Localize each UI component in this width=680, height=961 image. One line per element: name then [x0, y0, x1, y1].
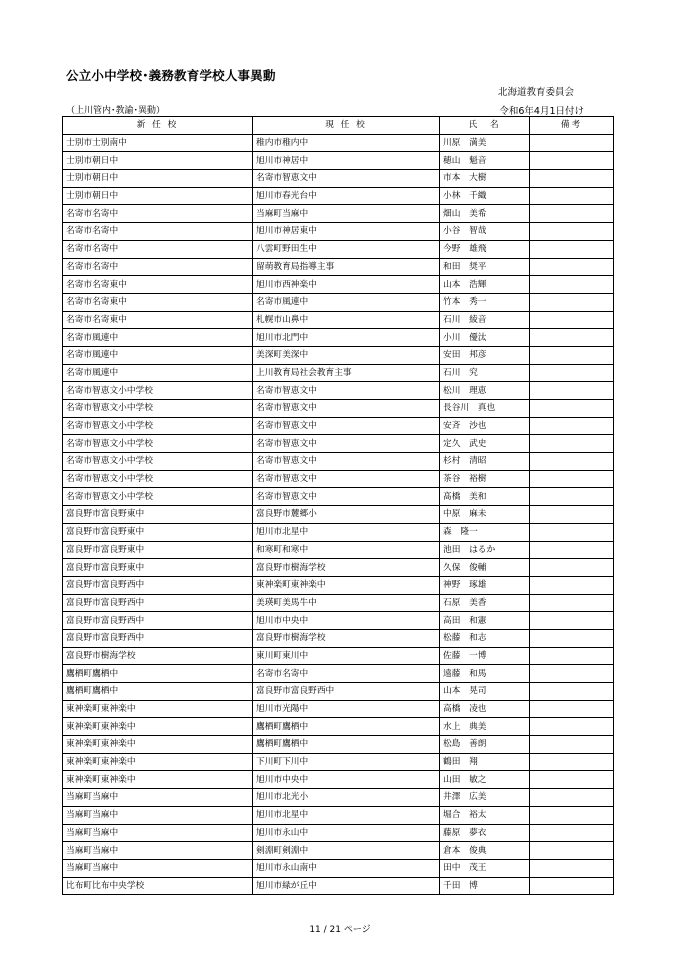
remarks-cell — [530, 364, 614, 382]
name-cell: 松島 善朗 — [440, 736, 530, 754]
new-school-cell: 名寄市名寄東中 — [63, 276, 253, 294]
issuer-name: 北海道教育委員会 — [497, 87, 574, 98]
current-school-cell: 札幌市山鼻中 — [253, 311, 440, 329]
table-row — [63, 453, 614, 471]
table-row — [63, 559, 614, 577]
new-school-cell: 富良野市樹海学校 — [63, 647, 253, 665]
header-current-school: 現 任 校 — [253, 117, 440, 135]
new-school-cell: 鷹栖町鷹栖中 — [63, 683, 253, 701]
name-cell: 水上 典美 — [440, 718, 530, 736]
current-school-cell: 名寄市智恵文中 — [253, 470, 440, 488]
remarks-cell — [530, 329, 614, 347]
name-cell: 松藤 和志 — [440, 629, 530, 647]
name-cell: 小林 千織 — [440, 187, 530, 205]
current-school-cell: 名寄市智恵文中 — [253, 488, 440, 506]
table-row — [63, 170, 614, 188]
new-school-cell: 名寄市智恵文小中学校 — [63, 400, 253, 418]
new-school-cell: 士別市朝日中 — [63, 152, 253, 170]
current-school-cell: 東神楽町東神楽中 — [253, 576, 440, 594]
name-cell: 中原 麻未 — [440, 506, 530, 524]
current-school-cell: 稚内市稚内中 — [253, 134, 440, 152]
name-cell: 安田 邦彦 — [440, 346, 530, 364]
remarks-cell — [530, 541, 614, 559]
table-row — [63, 329, 614, 347]
current-school-cell: 旭川市中央中 — [253, 612, 440, 630]
new-school-cell: 富良野市富良野東中 — [63, 541, 253, 559]
remarks-cell — [530, 293, 614, 311]
current-school-cell: 名寄市智恵文中 — [253, 382, 440, 400]
new-school-cell: 名寄市智恵文小中学校 — [63, 417, 253, 435]
table-row — [63, 789, 614, 807]
current-school-cell: 富良野市樹海学校 — [253, 559, 440, 577]
current-school-cell: 上川教育局社会教育主事 — [253, 364, 440, 382]
remarks-cell — [530, 576, 614, 594]
current-school-cell: 旭川市永山中 — [253, 824, 440, 842]
remarks-cell — [530, 346, 614, 364]
remarks-cell — [530, 647, 614, 665]
remarks-cell — [530, 187, 614, 205]
new-school-cell: 富良野市富良野東中 — [63, 506, 253, 524]
header-new-school: 新 任 校 — [63, 117, 253, 135]
table-row — [63, 506, 614, 524]
remarks-cell — [530, 718, 614, 736]
table-row — [63, 629, 614, 647]
table-row — [63, 665, 614, 683]
new-school-cell: 富良野市富良野東中 — [63, 559, 253, 577]
current-school-cell: 剣淵町剣淵中 — [253, 842, 440, 860]
table-row — [63, 187, 614, 205]
name-cell: 石原 美香 — [440, 594, 530, 612]
remarks-cell — [530, 240, 614, 258]
table-row — [63, 753, 614, 771]
table-row — [63, 364, 614, 382]
name-cell: 山本 浩輝 — [440, 276, 530, 294]
remarks-cell — [530, 806, 614, 824]
new-school-cell: 当麻町当麻中 — [63, 842, 253, 860]
new-school-cell: 富良野市富良野西中 — [63, 576, 253, 594]
current-school-cell: 名寄市風連中 — [253, 293, 440, 311]
new-school-cell: 名寄市智恵文小中学校 — [63, 435, 253, 453]
new-school-cell: 当麻町当麻中 — [63, 859, 253, 877]
name-cell: 石川 綾音 — [440, 311, 530, 329]
new-school-cell: 富良野市富良野東中 — [63, 523, 253, 541]
table-row — [63, 824, 614, 842]
name-cell: 畑山 美希 — [440, 205, 530, 223]
table-row — [63, 806, 614, 824]
remarks-cell — [530, 170, 614, 188]
remarks-cell — [530, 612, 614, 630]
table-row — [63, 594, 614, 612]
name-cell: 石川 究 — [440, 364, 530, 382]
new-school-cell: 士別市朝日中 — [63, 170, 253, 188]
remarks-cell — [530, 842, 614, 860]
remarks-cell — [530, 700, 614, 718]
name-cell: 田中 茂王 — [440, 859, 530, 877]
new-school-cell: 名寄市智恵文小中学校 — [63, 470, 253, 488]
table-row — [63, 576, 614, 594]
remarks-cell — [530, 523, 614, 541]
current-school-cell: 旭川市春光台中 — [253, 187, 440, 205]
new-school-cell: 名寄市名寄中 — [63, 258, 253, 276]
remarks-cell — [530, 559, 614, 577]
current-school-cell: 八雲町野田生中 — [253, 240, 440, 258]
remarks-cell — [530, 311, 614, 329]
name-cell: 井澤 広美 — [440, 789, 530, 807]
remarks-cell — [530, 594, 614, 612]
name-cell: 池田 はるか — [440, 541, 530, 559]
remarks-cell — [530, 417, 614, 435]
table-row — [63, 470, 614, 488]
table-row — [63, 736, 614, 754]
remarks-cell — [530, 506, 614, 524]
table-row — [63, 205, 614, 223]
table-row — [63, 541, 614, 559]
name-cell: 神野 琢雄 — [440, 576, 530, 594]
name-cell: 茶谷 裕樹 — [440, 470, 530, 488]
current-school-cell: 留萌教育局指導主事 — [253, 258, 440, 276]
name-cell: 小谷 智哉 — [440, 223, 530, 241]
table-row — [63, 134, 614, 152]
new-school-cell: 名寄市名寄中 — [63, 223, 253, 241]
current-school-cell: 名寄市智恵文中 — [253, 435, 440, 453]
current-school-cell: 旭川市神居中 — [253, 152, 440, 170]
new-school-cell: 当麻町当麻中 — [63, 789, 253, 807]
current-school-cell: 名寄市智恵文中 — [253, 400, 440, 418]
name-cell: 杉村 清昭 — [440, 453, 530, 471]
new-school-cell: 名寄市名寄東中 — [63, 293, 253, 311]
name-cell: 千田 博 — [440, 877, 530, 895]
new-school-cell: 名寄市名寄中 — [63, 240, 253, 258]
current-school-cell: 旭川市北門中 — [253, 329, 440, 347]
name-cell: 山本 晃司 — [440, 683, 530, 701]
table-row — [63, 523, 614, 541]
current-school-cell: 旭川市神居東中 — [253, 223, 440, 241]
table-row — [63, 435, 614, 453]
current-school-cell: 鷹栖町鷹栖中 — [253, 718, 440, 736]
remarks-cell — [530, 736, 614, 754]
page-number: 11 / 21 ページ — [309, 925, 371, 935]
current-school-cell: 当麻町当麻中 — [253, 205, 440, 223]
remarks-cell — [530, 859, 614, 877]
new-school-cell: 東神楽町東神楽中 — [63, 736, 253, 754]
name-cell: 遠藤 和馬 — [440, 665, 530, 683]
table-row — [63, 859, 614, 877]
new-school-cell: 富良野市富良野西中 — [63, 629, 253, 647]
new-school-cell: 名寄市風連中 — [63, 364, 253, 382]
current-school-cell: 富良野市富良野西中 — [253, 683, 440, 701]
new-school-cell: 当麻町当麻中 — [63, 824, 253, 842]
current-school-cell: 名寄市智恵文中 — [253, 417, 440, 435]
name-cell: 倉本 俊典 — [440, 842, 530, 860]
name-cell: 松川 理恵 — [440, 382, 530, 400]
remarks-cell — [530, 205, 614, 223]
name-cell: 定久 武史 — [440, 435, 530, 453]
table-row — [63, 683, 614, 701]
new-school-cell: 東神楽町東神楽中 — [63, 753, 253, 771]
table-body — [63, 134, 614, 895]
name-cell: 川原 満美 — [440, 134, 530, 152]
name-cell: 高橋 凌也 — [440, 700, 530, 718]
name-cell: 竹本 秀一 — [440, 293, 530, 311]
current-school-cell: 東川町東川中 — [253, 647, 440, 665]
new-school-cell: 名寄市名寄東中 — [63, 311, 253, 329]
table-row — [63, 488, 614, 506]
remarks-cell — [530, 470, 614, 488]
current-school-cell: 美深町美深中 — [253, 346, 440, 364]
table-row — [63, 311, 614, 329]
current-school-cell: 鷹栖町鷹栖中 — [253, 736, 440, 754]
table-row — [63, 293, 614, 311]
current-school-cell: 旭川市北光小 — [253, 789, 440, 807]
new-school-cell: 名寄市智恵文小中学校 — [63, 488, 253, 506]
current-school-cell: 旭川市北星中 — [253, 806, 440, 824]
new-school-cell: 士別市士別南中 — [63, 134, 253, 152]
current-school-cell: 旭川市光陽中 — [253, 700, 440, 718]
name-cell: 穂山 魁音 — [440, 152, 530, 170]
new-school-cell: 比布町比布中央学校 — [63, 877, 253, 895]
table-row — [63, 382, 614, 400]
current-school-cell: 下川町下川中 — [253, 753, 440, 771]
remarks-cell — [530, 665, 614, 683]
table-row — [63, 877, 614, 895]
name-cell: 市本 大樹 — [440, 170, 530, 188]
table-row — [63, 647, 614, 665]
table-row — [63, 400, 614, 418]
new-school-cell: 士別市朝日中 — [63, 187, 253, 205]
new-school-cell: 名寄市智恵文小中学校 — [63, 382, 253, 400]
name-cell: 佐藤 一博 — [440, 647, 530, 665]
current-school-cell: 名寄市名寄中 — [253, 665, 440, 683]
current-school-cell: 富良野市麓郷小 — [253, 506, 440, 524]
current-school-cell: 旭川市西神楽中 — [253, 276, 440, 294]
effective-date: 令和6年4月1日付け — [499, 106, 584, 117]
table-row — [63, 152, 614, 170]
table-row — [63, 417, 614, 435]
name-cell: 藤原 夢衣 — [440, 824, 530, 842]
remarks-cell — [530, 435, 614, 453]
new-school-cell: 東神楽町東神楽中 — [63, 771, 253, 789]
current-school-cell: 旭川市永山南中 — [253, 859, 440, 877]
table-row — [63, 718, 614, 736]
new-school-cell: 富良野市富良野西中 — [63, 594, 253, 612]
name-cell: 長谷川 真也 — [440, 400, 530, 418]
scope-label: （上川管内･教諭･異動） — [66, 106, 166, 116]
remarks-cell — [530, 400, 614, 418]
current-school-cell: 名寄市智恵文中 — [253, 453, 440, 471]
personnel-table — [62, 116, 614, 895]
name-cell: 山田 敏之 — [440, 771, 530, 789]
current-school-cell: 旭川市中央中 — [253, 771, 440, 789]
table-row — [63, 258, 614, 276]
name-cell: 今野 雄飛 — [440, 240, 530, 258]
current-school-cell: 名寄市智恵文中 — [253, 170, 440, 188]
remarks-cell — [530, 453, 614, 471]
remarks-cell — [530, 258, 614, 276]
new-school-cell: 東神楽町東神楽中 — [63, 700, 253, 718]
name-cell: 小川 優汰 — [440, 329, 530, 347]
remarks-cell — [530, 753, 614, 771]
name-cell: 安斉 沙也 — [440, 417, 530, 435]
new-school-cell: 名寄市風連中 — [63, 329, 253, 347]
table-row — [63, 346, 614, 364]
remarks-cell — [530, 877, 614, 895]
table-row — [63, 223, 614, 241]
header-name: 氏 名 — [440, 117, 530, 135]
table-row — [63, 240, 614, 258]
name-cell: 堀合 裕太 — [440, 806, 530, 824]
remarks-cell — [530, 223, 614, 241]
name-cell: 森 隆一 — [440, 523, 530, 541]
name-cell: 久保 俊輔 — [440, 559, 530, 577]
remarks-cell — [530, 683, 614, 701]
new-school-cell: 東神楽町東神楽中 — [63, 718, 253, 736]
header-remarks: 備考 — [530, 117, 614, 135]
new-school-cell: 鷹栖町鷹栖中 — [63, 665, 253, 683]
current-school-cell: 和寒町和寒中 — [253, 541, 440, 559]
remarks-cell — [530, 629, 614, 647]
name-cell: 和田 奨平 — [440, 258, 530, 276]
remarks-cell — [530, 382, 614, 400]
table-row — [63, 700, 614, 718]
new-school-cell: 富良野市富良野西中 — [63, 612, 253, 630]
remarks-cell — [530, 824, 614, 842]
name-cell: 鶴田 翔 — [440, 753, 530, 771]
document-title: 公立小中学校･義務教育学校人事異動 — [66, 68, 276, 83]
current-school-cell: 旭川市北星中 — [253, 523, 440, 541]
remarks-cell — [530, 771, 614, 789]
current-school-cell: 旭川市緑が丘中 — [253, 877, 440, 895]
table-row — [63, 276, 614, 294]
current-school-cell: 美瑛町美馬牛中 — [253, 594, 440, 612]
table-row — [63, 612, 614, 630]
new-school-cell: 名寄市風連中 — [63, 346, 253, 364]
table-header-row — [63, 117, 614, 135]
name-cell: 髙橋 美和 — [440, 488, 530, 506]
table-row — [63, 842, 614, 860]
name-cell: 高田 和憲 — [440, 612, 530, 630]
new-school-cell: 名寄市名寄中 — [63, 205, 253, 223]
remarks-cell — [530, 134, 614, 152]
remarks-cell — [530, 276, 614, 294]
remarks-cell — [530, 789, 614, 807]
new-school-cell: 名寄市智恵文小中学校 — [63, 453, 253, 471]
new-school-cell: 当麻町当麻中 — [63, 806, 253, 824]
table-row — [63, 771, 614, 789]
remarks-cell — [530, 152, 614, 170]
current-school-cell: 富良野市樹海学校 — [253, 629, 440, 647]
remarks-cell — [530, 488, 614, 506]
